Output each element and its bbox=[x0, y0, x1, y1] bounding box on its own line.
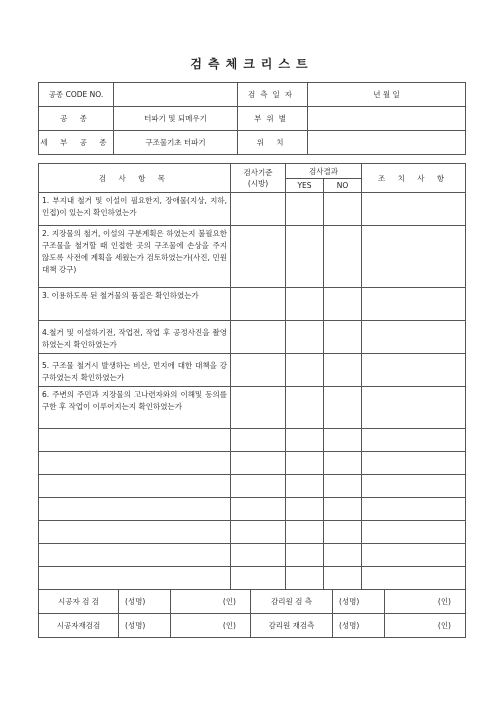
empty-row bbox=[39, 475, 466, 498]
action-cell[interactable] bbox=[362, 288, 466, 321]
standard-cell[interactable] bbox=[231, 321, 286, 354]
action-cell[interactable] bbox=[362, 321, 466, 354]
supervisor-reinspection-name[interactable]: (성명) bbox=[333, 614, 385, 638]
table-row bbox=[39, 321, 466, 354]
standard-cell[interactable] bbox=[231, 354, 286, 387]
work-type-value[interactable]: 터파기 및 되메우기 bbox=[114, 107, 238, 131]
col-yes: YES bbox=[286, 179, 324, 193]
yes-cell[interactable] bbox=[286, 321, 324, 354]
col-inspection-result: 검사결과 bbox=[286, 164, 362, 179]
yes-cell[interactable] bbox=[286, 354, 324, 387]
col-action: 조 치 사 항 bbox=[362, 164, 466, 193]
standard-cell[interactable] bbox=[231, 288, 286, 321]
yes-cell[interactable] bbox=[286, 387, 324, 429]
inspection-date-value[interactable]: 년 월 일 bbox=[308, 83, 466, 107]
sub-work-type-value[interactable]: 구조물기초 터파기 bbox=[114, 131, 238, 155]
standard-cell[interactable] bbox=[231, 387, 286, 429]
empty-row bbox=[39, 429, 466, 452]
action-cell[interactable] bbox=[362, 193, 466, 226]
checklist-item-1: 1. 부지내 철거 및 이설이 필요한지, 장애물(지상, 지하, 인접)이 있는지 확인하였는가 bbox=[39, 193, 231, 226]
yes-cell[interactable] bbox=[286, 226, 324, 288]
table-row bbox=[39, 387, 466, 429]
no-cell[interactable] bbox=[324, 288, 362, 321]
supervisor-inspection-label: 감리원 검 측 bbox=[251, 590, 333, 614]
checklist-item-5: 5. 구조물 철거시 발생하는 비산, 먼지에 대한 대책을 강구하였는지 확인하였는가 bbox=[39, 354, 231, 387]
checklist-item-2: 2. 지장물의 철거, 이설의 구분계획은 하였는지 불필요한 구조물을 철거할 때 인접한 곳의 구조물에 손상을 주지 않도록 사전에 계획을 세웠는가 검토하였는가(사진, 민원대책 강구) bbox=[39, 226, 231, 288]
table-row bbox=[39, 226, 466, 288]
location-value[interactable] bbox=[308, 131, 466, 155]
supervisor-inspection-seal[interactable]: (인) bbox=[385, 590, 466, 614]
action-cell[interactable] bbox=[362, 226, 466, 288]
no-cell[interactable] bbox=[324, 354, 362, 387]
checklist-item-3: 3. 이용하도록 된 철거물의 품질은 확인하였는가 bbox=[39, 288, 231, 321]
col-standard-sub: (시방) bbox=[247, 179, 269, 188]
action-cell[interactable] bbox=[362, 354, 466, 387]
standard-cell[interactable] bbox=[231, 193, 286, 226]
code-no-value[interactable] bbox=[114, 83, 238, 107]
col-standard-title: 검사기준 bbox=[243, 168, 273, 177]
table-row bbox=[39, 193, 466, 226]
contractor-inspection-name[interactable]: (성명) bbox=[119, 590, 171, 614]
table-row bbox=[39, 354, 466, 387]
checklist-table bbox=[38, 163, 466, 590]
action-cell[interactable] bbox=[362, 387, 466, 429]
document-title: 검측체크리스트 bbox=[190, 57, 314, 71]
contractor-inspection-label: 시공자 검 검 bbox=[39, 590, 119, 614]
code-no-label: 공종 CODE NO. bbox=[39, 83, 114, 107]
col-inspection-standard bbox=[231, 164, 286, 193]
supervisor-inspection-name[interactable]: (성명) bbox=[333, 590, 385, 614]
contractor-inspection-seal[interactable]: (인) bbox=[171, 590, 251, 614]
checklist-item-6: 6. 주변의 주민과 지장물의 고나련자와의 이해및 동의를 구한 후 작업이 이루어지는지 확인하였는가 bbox=[39, 387, 231, 429]
table-row bbox=[39, 288, 466, 321]
location-label: 위 치 bbox=[238, 131, 308, 155]
inspection-date-label: 검측일자 bbox=[238, 83, 308, 107]
empty-row bbox=[39, 521, 466, 544]
col-no: NO bbox=[324, 179, 362, 193]
standard-cell[interactable] bbox=[231, 226, 286, 288]
empty-row bbox=[39, 567, 466, 590]
empty-row bbox=[39, 452, 466, 475]
no-cell[interactable] bbox=[324, 387, 362, 429]
no-cell[interactable] bbox=[324, 226, 362, 288]
checklist-item-4: 4.철거 및 이설하기전, 작업전, 작업 후 공정사진을 촬영하였는지 확인하였는가 bbox=[39, 321, 231, 354]
sub-work-type-label: 세 부 공 종 bbox=[39, 131, 114, 155]
supervisor-reinspection-label: 감리원 재검측 bbox=[251, 614, 333, 638]
header-info-table bbox=[38, 82, 466, 155]
contractor-reinspection-name[interactable]: (성명) bbox=[119, 614, 171, 638]
col-inspection-item: 검 사 항 목 bbox=[39, 164, 231, 193]
empty-row bbox=[39, 498, 466, 521]
yes-cell[interactable] bbox=[286, 193, 324, 226]
supervisor-reinspection-seal[interactable]: (인) bbox=[385, 614, 466, 638]
signature-table bbox=[38, 589, 466, 638]
no-cell[interactable] bbox=[324, 321, 362, 354]
contractor-reinspection-label: 시공자재검검 bbox=[39, 614, 119, 638]
part-label: 부위별 bbox=[238, 107, 308, 131]
contractor-reinspection-seal[interactable]: (인) bbox=[171, 614, 251, 638]
work-type-label: 공 종 bbox=[39, 107, 114, 131]
yes-cell[interactable] bbox=[286, 288, 324, 321]
no-cell[interactable] bbox=[324, 193, 362, 226]
empty-row bbox=[39, 544, 466, 567]
part-value[interactable] bbox=[308, 107, 466, 131]
